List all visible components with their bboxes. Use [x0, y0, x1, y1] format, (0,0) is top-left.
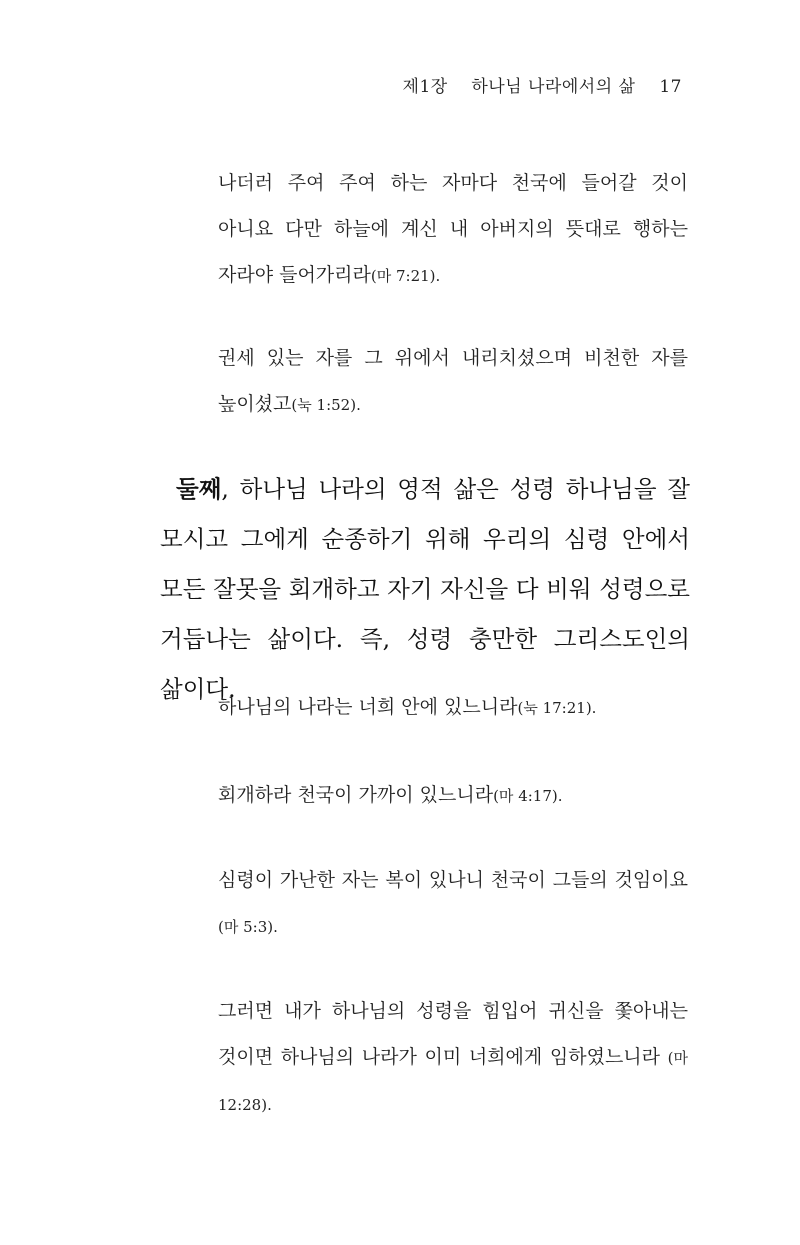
quote-reference: (마 4:17). — [493, 787, 563, 805]
running-header — [403, 72, 682, 97]
scripture-quote-matthew-7-21 — [218, 160, 688, 299]
quote-text: 권세 있는 자를 그 위에서 내리치셨으며 비천한 자를 높이셨고 — [218, 347, 688, 415]
quote-reference: (눅 17:21). — [517, 699, 597, 717]
quote-text: 회개하라 천국이 가까이 있느니라 — [218, 784, 494, 806]
quote-reference: (마 5:3). — [218, 918, 278, 936]
chapter-number: 제1장 — [402, 77, 448, 97]
quote-text: 나더러 주여 주여 하는 자마다 천국에 들어갈 것이 아니요 다만 하늘에 계신 내 아버지의 뜻대로 행하는 자라야 들어가리라 — [218, 172, 688, 286]
quote-text: 심령이 가난한 자는 복이 있나니 천국이 그들의 것임이요 — [218, 869, 688, 891]
quote-reference: (눅 1:52). — [291, 396, 361, 414]
scripture-quote-matthew-4-17 — [218, 772, 688, 819]
main-paragraph — [160, 464, 690, 714]
page-number: 17 — [659, 77, 682, 97]
quote-text: 하나님의 나라는 너희 안에 있느니라 — [218, 696, 518, 718]
scripture-quote-luke-1-52 — [218, 335, 688, 428]
quote-reference: (마 7:21). — [370, 267, 441, 285]
paragraph-lead-word: 둘째 — [176, 475, 222, 503]
chapter-title: 하나님 나라에서의 삶 — [471, 77, 636, 97]
quote-text: 그러면 내가 하나님의 성령을 힘입어 귀신을 쫓아내는 것이면 하나님의 나라가 이미 너희에게 임하였느니라 — [218, 1000, 688, 1068]
paragraph-text: , 하나님 나라의 영적 삶은 성령 하나님을 잘 모시고 그에게 순종하기 위해 우리의 심령 안에서 모든 잘못을 회개하고 자기 자신을 다 비워 성령으로 거듭나는 삶이다. 즉, 성령 충만한 그리스도인의 삶이다. — [160, 475, 690, 703]
scripture-quote-matthew-5-3 — [218, 857, 688, 950]
scripture-quote-luke-17-21 — [218, 684, 688, 731]
quote-reference: (마 12:28). — [218, 1049, 688, 1114]
scripture-quote-matthew-12-28 — [218, 988, 688, 1128]
